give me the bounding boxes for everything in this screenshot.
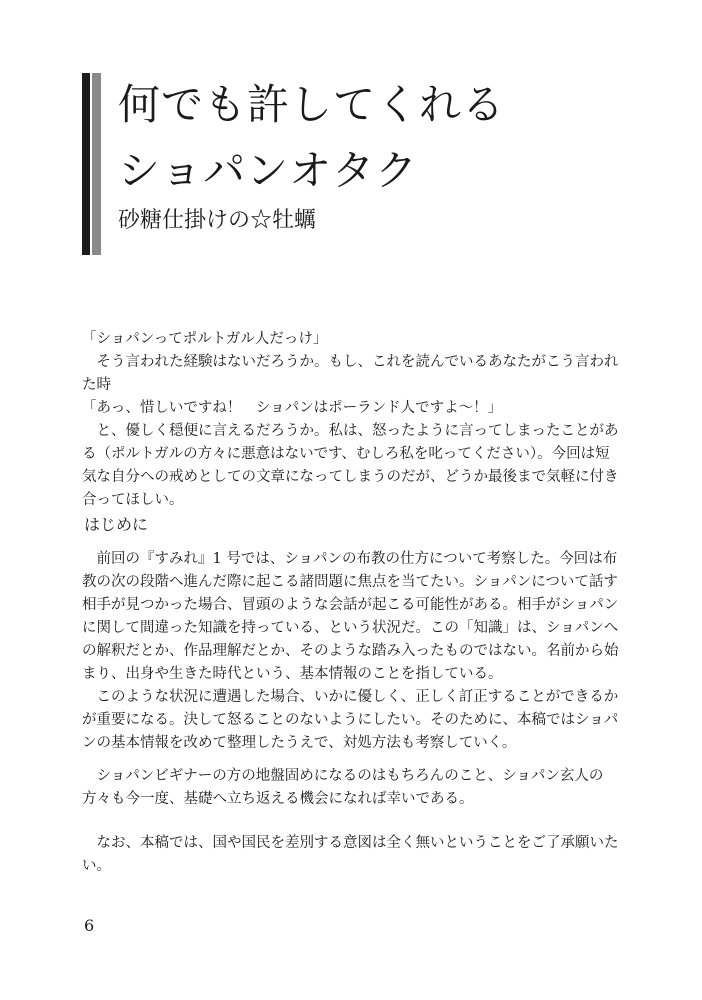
page-number: 6 <box>84 916 95 935</box>
intro-block <box>82 328 622 512</box>
section-paragraph-1: 前回の『すみれ』1 号では、ショパンの布教の仕方について考察した。今回は布教の次の段階へ進んだ際に起こる諸問題に焦点を当てたい。ショパンについて話す相手が見つかった場合、冒頭のような会話が起こる可能性がある。相手がショパンに関して間違った知識を持っている、という状況だ。この「知識」は、ショパンへの解釈だとか、作品理解だとか、そのような踏み入ったものではない。名前から始まり、出身や生きた時代という、基本情報のことを指している。 <box>82 551 619 682</box>
intro-paragraph-2: そう言われた経験はないだろうか。もし、これを読んでいるあなたがこう言われた時 <box>82 354 619 393</box>
section-paragraph-3: ショパンビギナーの方の地盤固めになるのはもちろんのこと、ショパン玄人の方々も今一度、基礎へ立ち返える機会になれば幸いである。 <box>82 768 604 807</box>
section-block-3 <box>82 832 622 878</box>
title-line-1: 何でも許してくれる <box>118 80 506 129</box>
section-block-2 <box>82 765 622 811</box>
intro-paragraph-1: 「ショパンってポルトガル人だっけ」 <box>82 331 328 347</box>
intro-paragraph-3: 「あっ、惜しいですね！ ショパンはポーランド人ですよ～！」 <box>82 400 503 416</box>
section-paragraph-4: なお、本稿では、国や国民を差別する意図は全く無いということをご了承願いたい。 <box>82 835 619 874</box>
title-accent-bar-dark <box>82 73 90 255</box>
author-name: 砂糖仕掛けの☆牡蠣 <box>118 208 317 233</box>
section-block-1 <box>82 548 622 755</box>
section-heading: はじめに <box>84 515 149 534</box>
title-line-2: ショパンオタク <box>118 146 419 195</box>
intro-paragraph-4: と、優しく穏便に言えるだろうか。私は、怒ったように言ってしまったことがある（ポルトガルの方々に悪意はないです、むしろ私を叱ってください）。今回は短気な自分への戒めとしての文章になってしまうのだが、どうか最後まで気軽に付き合ってほしい。 <box>82 423 619 508</box>
title-accent-bar-light <box>92 73 101 255</box>
section-paragraph-2: このような状況に遭遇した場合、いかに優しく、正しく訂正することができるかが重要になる。決して怒ることのないようにしたい。そのために、本稿ではショパンの基本情報を改めて整理したうえで、対処方法も考察していく。 <box>82 689 619 751</box>
